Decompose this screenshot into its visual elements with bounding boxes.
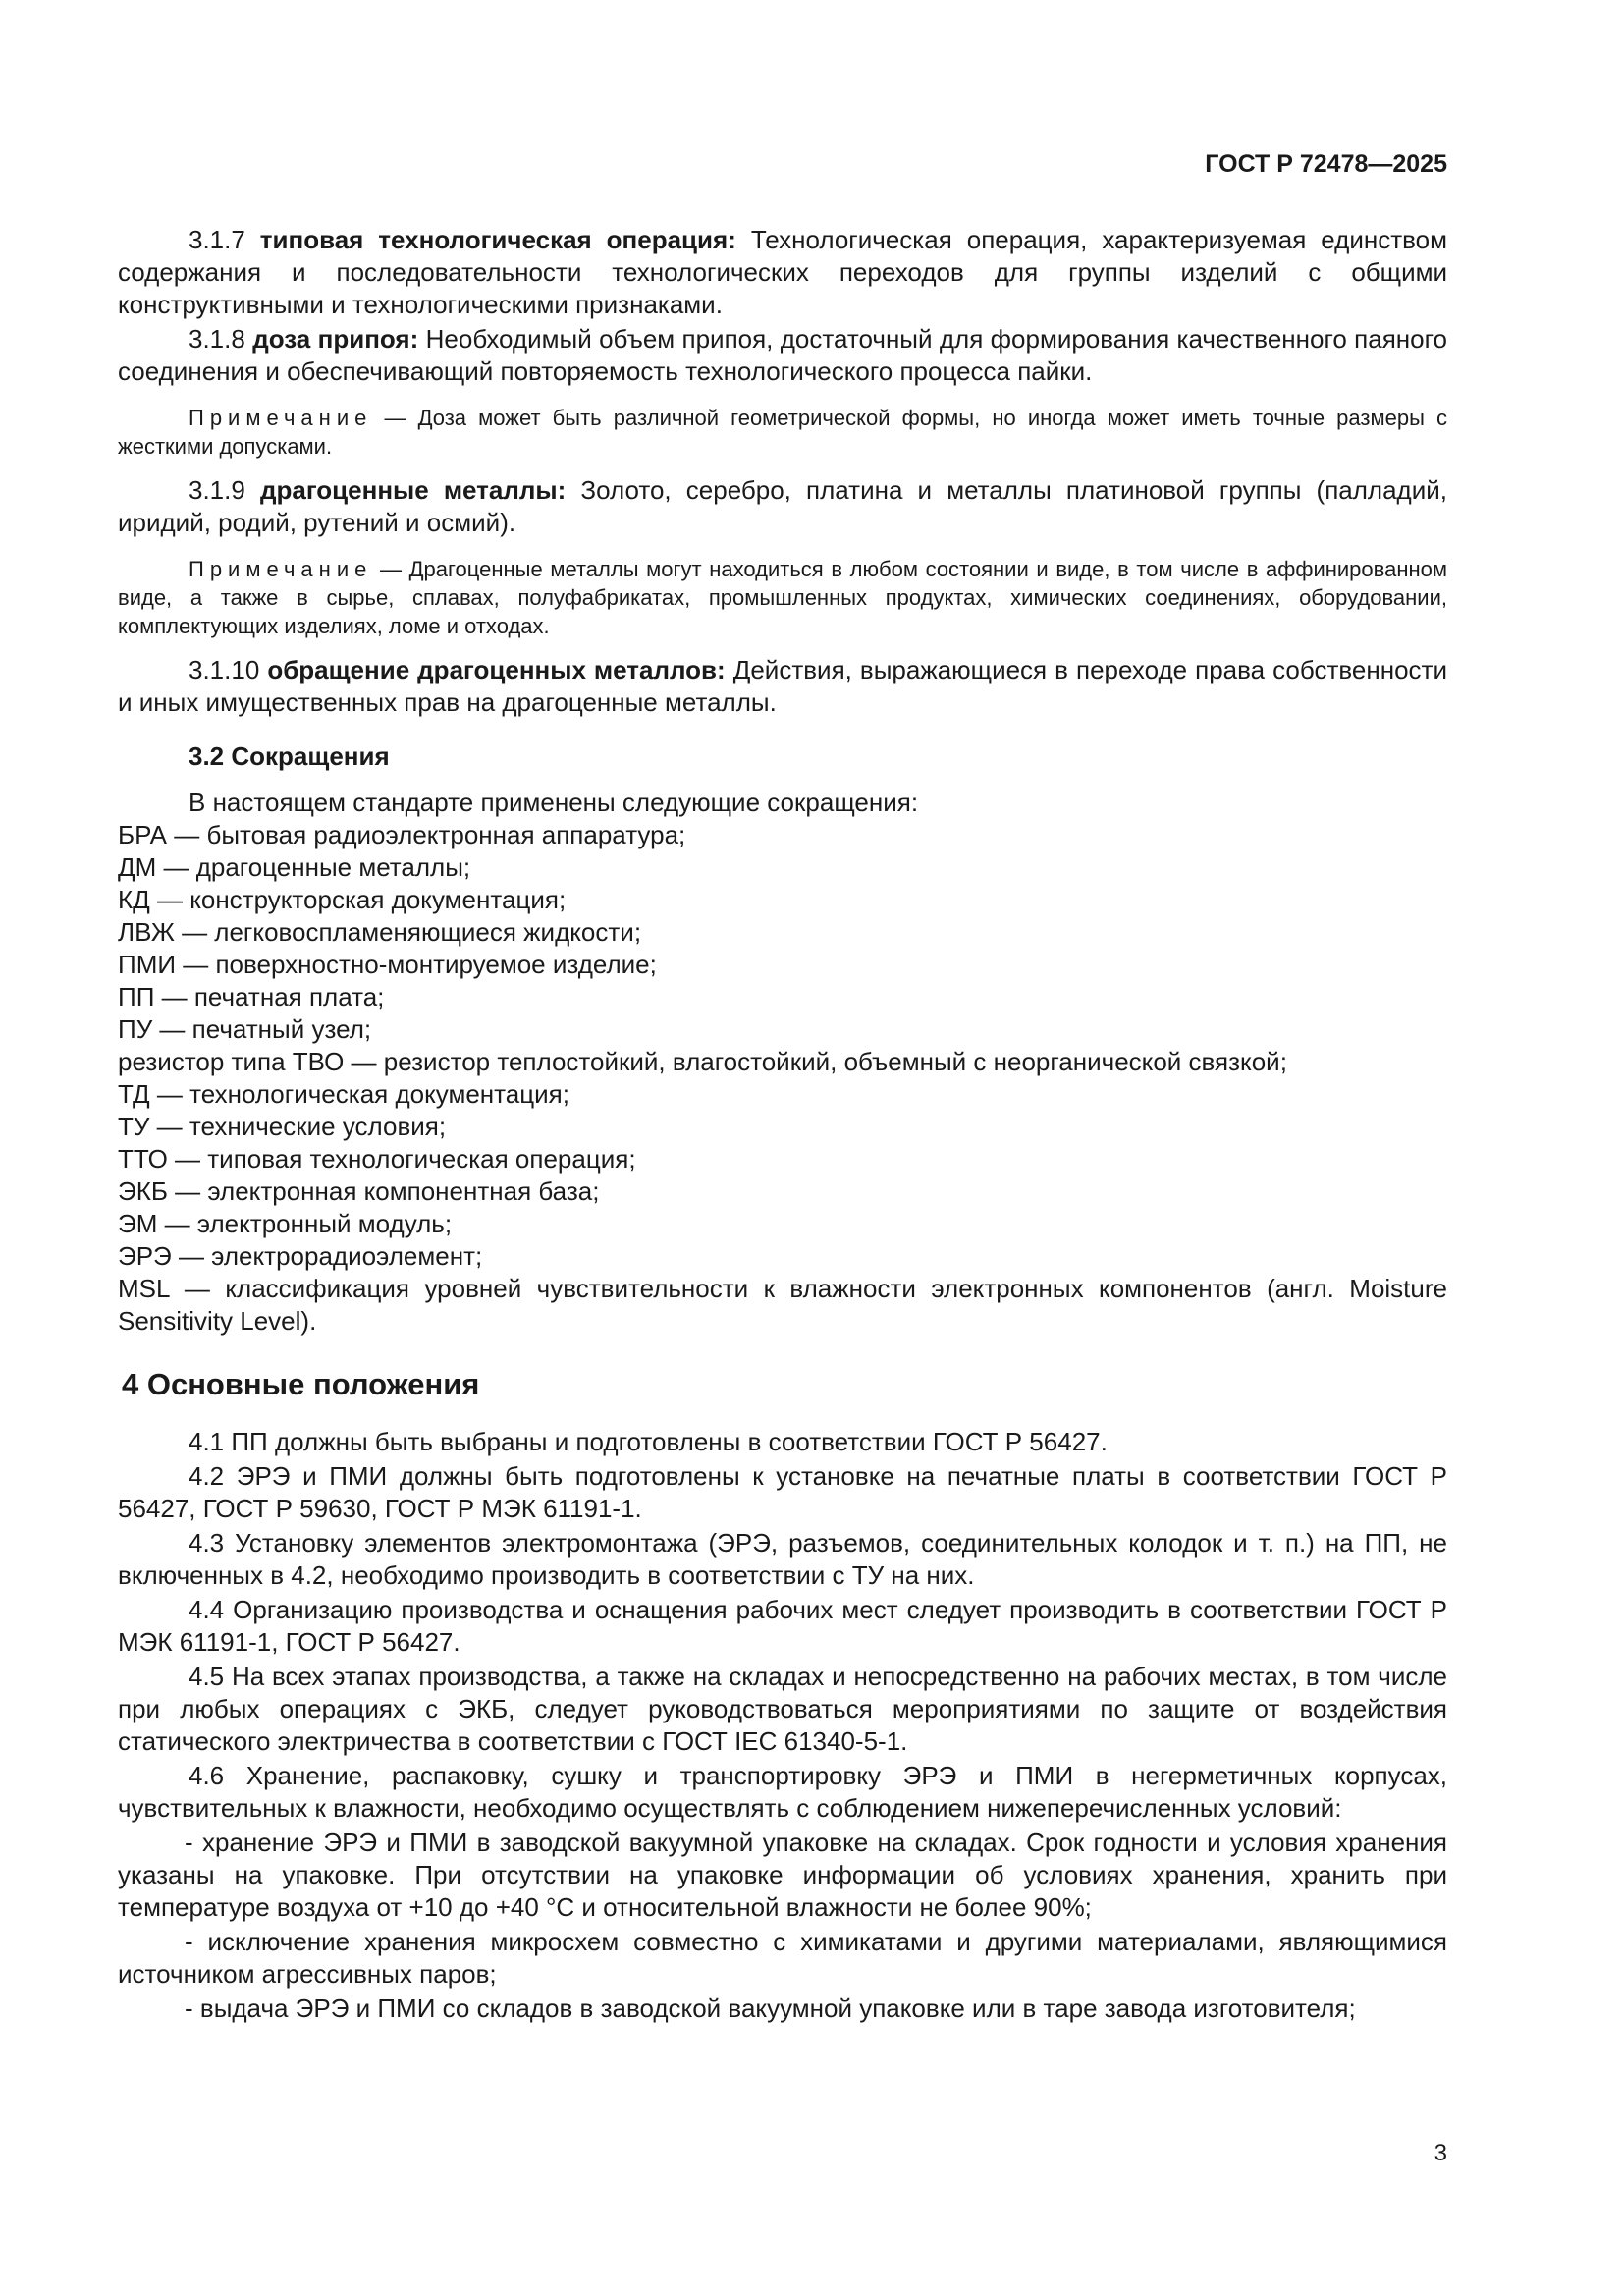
term-number: 3.1.10 — [189, 655, 260, 684]
term-3-1-7 — [118, 224, 1447, 321]
term-definition: Технологическая операция, характеризуемая единством содержания и последовательности технологических переходов для группы изделий с общими конструктивными и технологическими признаками. — [118, 225, 1447, 319]
document-page — [118, 0, 1447, 2296]
term-name: доза припоя: — [252, 324, 419, 354]
list-item: - выдача ЭРЭ и ПМИ со складов в заводской вакуумной упаковке или в таре завода изготовителя; — [185, 1994, 1356, 2023]
note-precious-metals — [118, 555, 1447, 640]
term-3-1-9 — [118, 474, 1447, 539]
abbreviation-item: ТУ — технические условия; — [118, 1112, 447, 1141]
term-number: 3.1.8 — [189, 324, 245, 354]
note-label: Примечание — [189, 406, 373, 430]
term-definition: Необходимый объем припоя, достаточный для формирования качественного паяного соединения и обеспечивающий повторяемость технологического процесса пайки. — [118, 324, 1447, 386]
list-item: - хранение ЭРЭ и ПМИ в заводской вакуумной упаковке на складах. Срок годности и условия хранения указаны на упаковке. При отсутствии на упаковке информации об условиях хранения, хранить при температуре воздуха от +10 до +40 °С и относительной влажности не более 90%; — [118, 1828, 1447, 1922]
section-4-heading: 4 Основные положения — [122, 1367, 480, 1401]
paragraph-4-4: 4.4 Организацию производства и оснащения рабочих мест следует производить в соответствии ГОСТ Р МЭК 61191-1, ГОСТ Р 56427. — [118, 1595, 1447, 1657]
list-item: - исключение хранения микросхем совместно с химикатами и другими материалами, являющимися источником агрессивных паров; — [118, 1927, 1447, 1989]
term-number: 3.1.9 — [189, 475, 245, 505]
abbreviation-item: ДМ — драгоценные металлы; — [118, 852, 471, 882]
paragraph-4-5: 4.5 На всех этапах производства, а также на складах и непосредственно на рабочих местах, в том числе при любых операциях с ЭКБ, следует руководствоваться мероприятиями по защите от воздействия статического электричества в соответствии с ГОСТ IEC 61340-5-1. — [118, 1662, 1447, 1756]
term-definition: Действия, выражающиеся в переходе права собственности и иных имущественных прав на драгоценные металлы. — [118, 655, 1447, 717]
paragraph-4-6: 4.6 Хранение, распаковку, сушку и транспортировку ЭРЭ и ПМИ в негерметичных корпусах, чувствительных к влажности, необходимо осуществлять с соблюдением нижеперечисленных условий: — [118, 1761, 1447, 1823]
abbreviation-item: резистор типа ТВО — резистор теплостойкий, влагостойкий, объемный с неорганической связкой; — [118, 1047, 1287, 1076]
term-name: драгоценные металлы: — [259, 475, 567, 505]
abbreviation-item: ПМИ — поверхностно-монтируемое изделие; — [118, 950, 657, 979]
abbreviation-item: ЛВЖ — легковоспламеняющиеся жидкости; — [118, 917, 642, 947]
note-text: — Драгоценные металлы могут находиться в любом состоянии и виде, в том числе в аффинированном виде, а также в сырье, сплавах, полуфабрикатах, промышленных продуктах, химических соединениях, оборудовании, комплектующих изделиях, ломе и отходах. — [118, 557, 1447, 638]
term-name: типовая технологическая операция: — [259, 225, 736, 254]
abbreviation-item: БРА — бытовая радиоэлектронная аппаратура; — [118, 820, 686, 849]
abbreviation-item: ЭМ — электронный модуль; — [118, 1209, 453, 1238]
paragraph-4-3: 4.3 Установку элементов электромонтажа (ЭРЭ, разъемов, соединительных колодок и т. п.) на ПП, не включенных в 4.2, необходимо производить в соответствии с ТУ на них. — [118, 1528, 1447, 1590]
term-definition: Золото, серебро, платина и металлы платиновой группы (палладий, иридий, родий, рутений и осмий). — [118, 475, 1447, 537]
paragraph-4-1: 4.1 ПП должны быть выбраны и подготовлены в соответствии ГОСТ Р 56427. — [189, 1427, 1108, 1456]
term-number: 3.1.7 — [189, 225, 245, 254]
abbreviation-item: ПУ — печатный узел; — [118, 1014, 372, 1044]
abbreviations-intro: В настоящем стандарте применены следующие сокращения: — [189, 788, 919, 817]
note-dose — [118, 404, 1447, 461]
abbreviation-item: MSL — классификация уровней чувствительности к влажности электронных компонентов (англ. Moisture Sensitivity Level). — [118, 1274, 1447, 1336]
note-label: Примечание — [189, 557, 373, 581]
paragraph-4-2: 4.2 ЭРЭ и ПМИ должны быть подготовлены к установке на печатные платы в соответствии ГОСТ Р 56427, ГОСТ Р 59630, ГОСТ Р МЭК 61191-1. — [118, 1461, 1447, 1523]
abbreviation-item: ЭРЭ — электрорадиоэлемент; — [118, 1241, 483, 1271]
abbreviation-item: ТТО — типовая технологическая операция; — [118, 1144, 636, 1174]
term-3-1-8 — [118, 323, 1447, 388]
abbreviation-item: ПП — печатная плата; — [118, 982, 385, 1011]
page-content — [118, 224, 1447, 2025]
note-text: — Доза может быть различной геометрической формы, но иногда может иметь точные размеры с жесткими допусками. — [118, 406, 1447, 459]
term-3-1-10 — [118, 654, 1447, 719]
abbreviation-item: ЭКБ — электронная компонентная база; — [118, 1176, 600, 1206]
abbreviations-heading: 3.2 Сокращения — [189, 741, 390, 771]
abbreviation-item: ТД — технологическая документация; — [118, 1079, 569, 1109]
term-name: обращение драгоценных металлов: — [267, 655, 726, 684]
abbreviation-item: КД — конструкторская документация; — [118, 885, 567, 914]
page-number: 3 — [1434, 2140, 1447, 2166]
document-number-header: ГОСТ Р 72478—2025 — [1205, 150, 1447, 178]
